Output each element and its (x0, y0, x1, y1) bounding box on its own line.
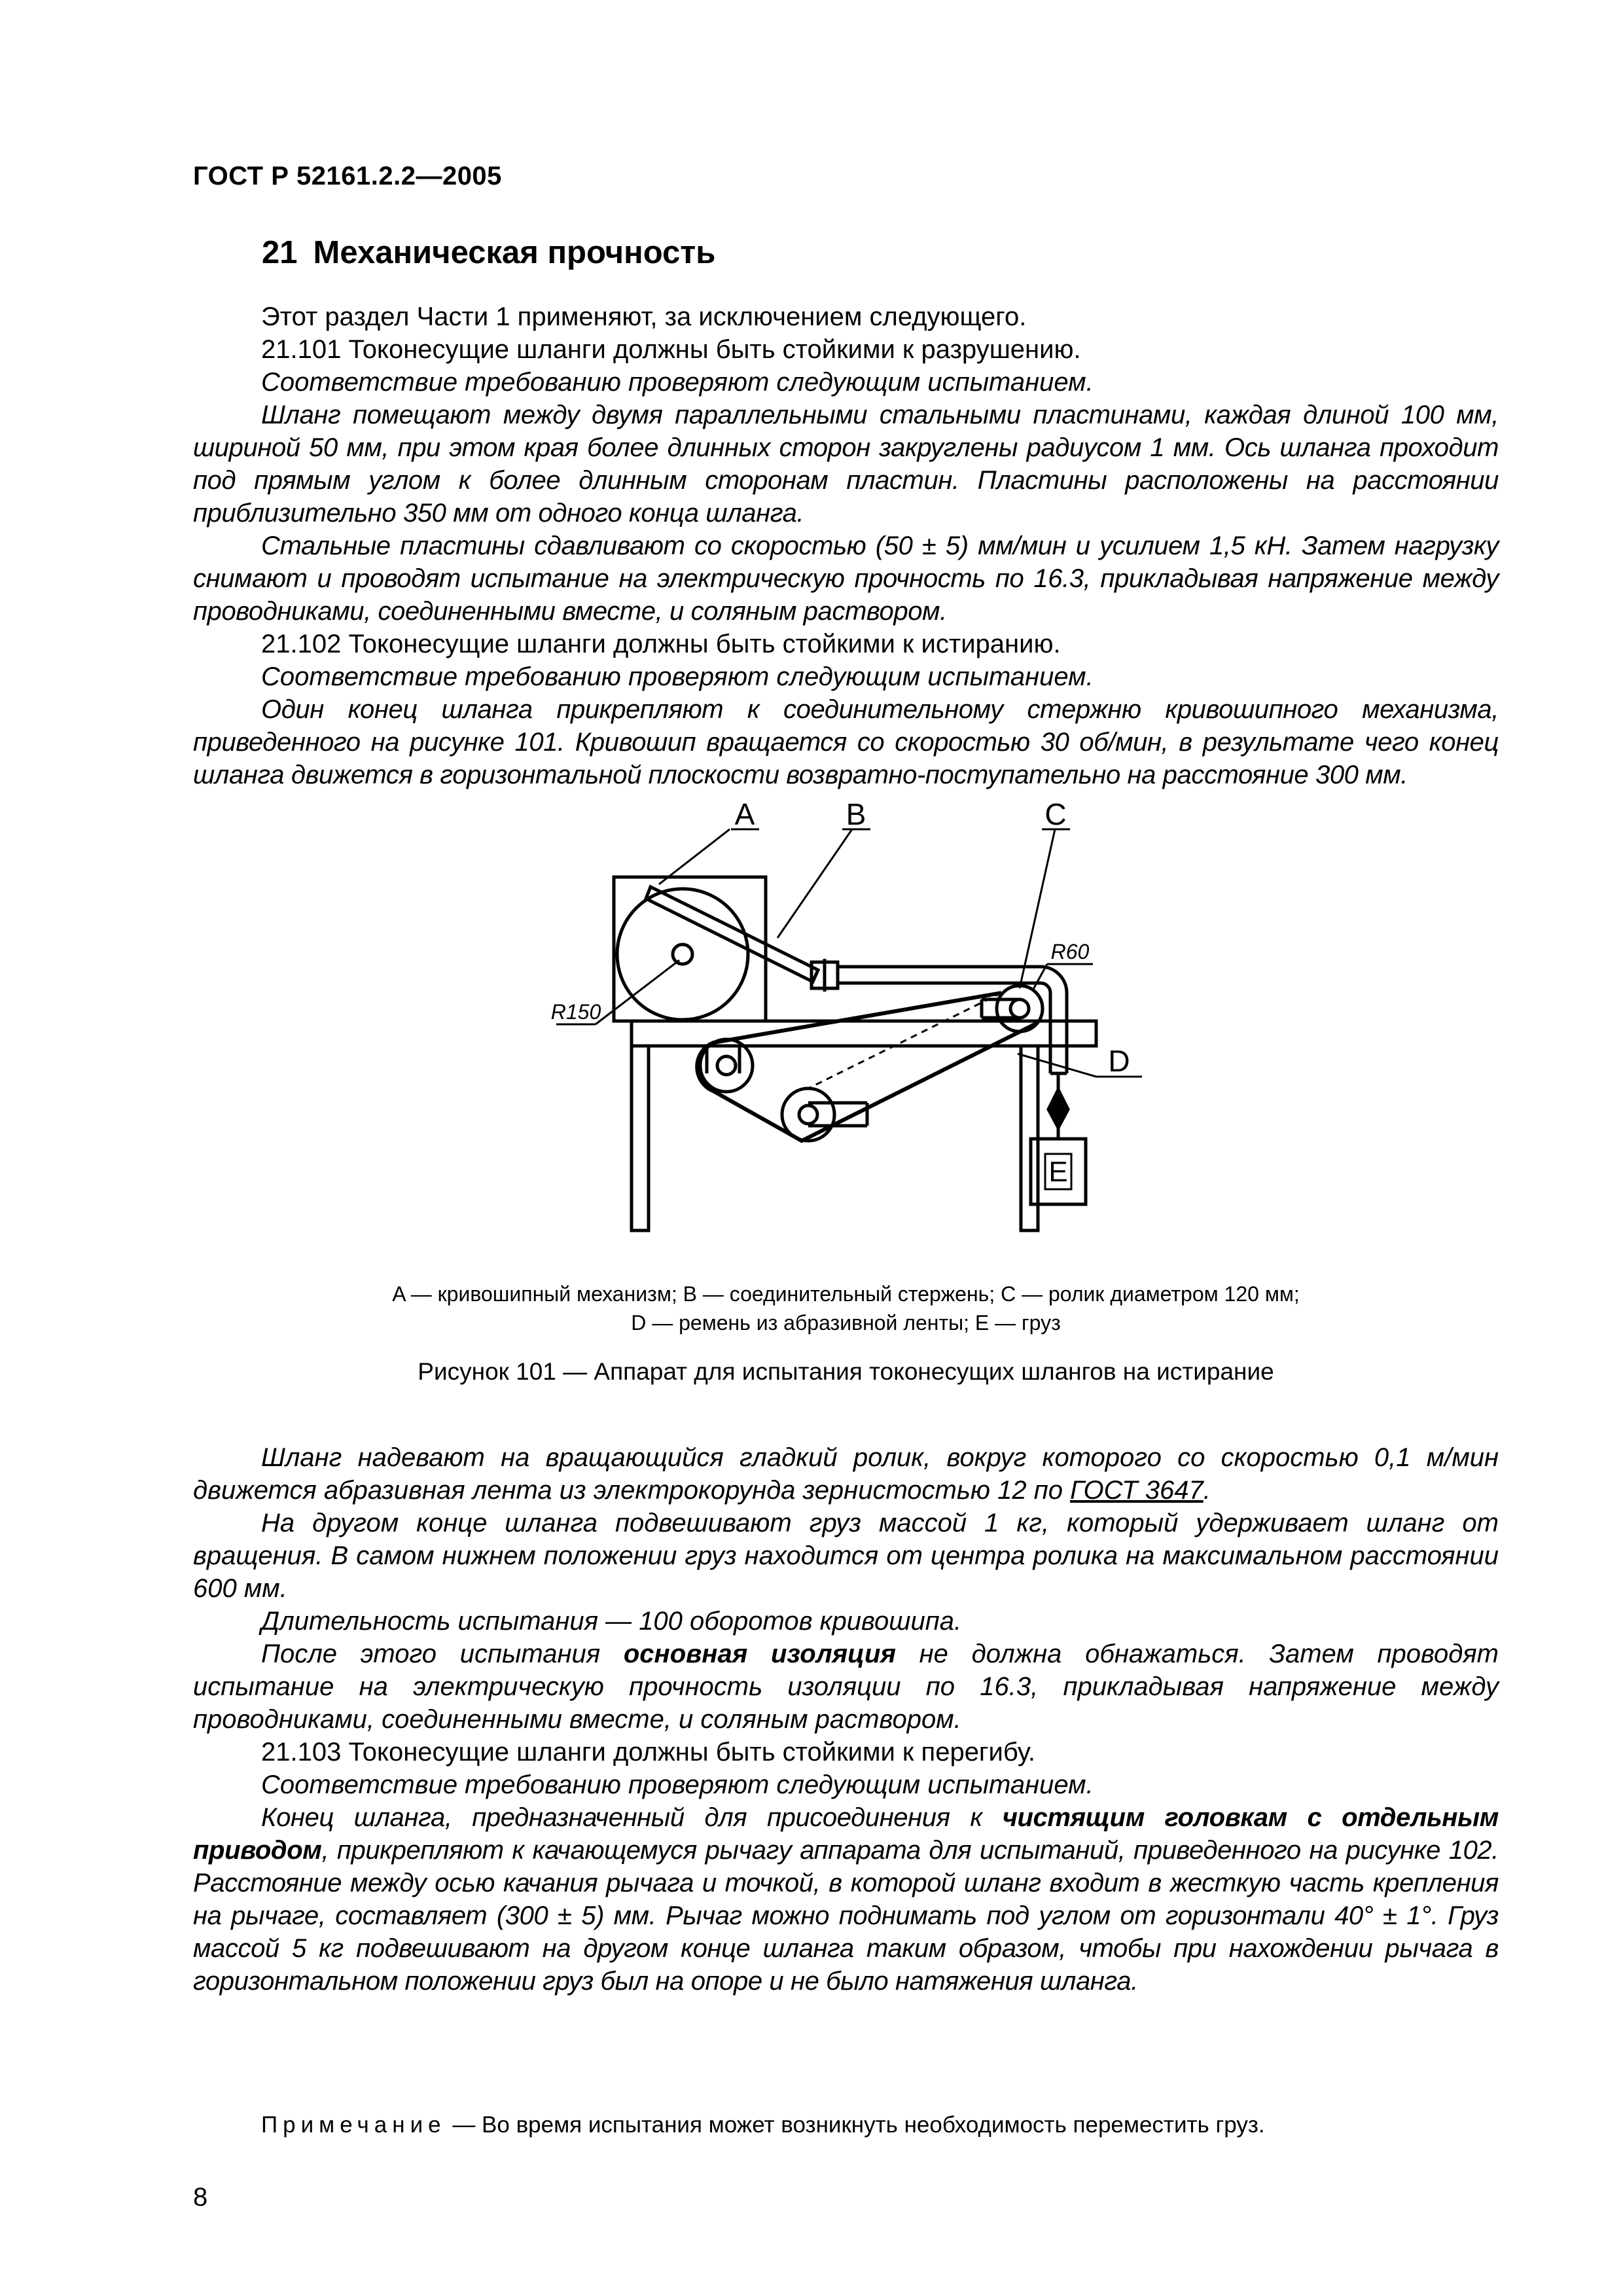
text-span: не должна обнажаться. Затем проводят испытание на электрическую прочность изоляции по 16.3, прикладывая напряжение между проводниками, соединенными вместе, и соляным раствором. (193, 1640, 1499, 1734)
text-span: . (1203, 1476, 1211, 1505)
note-text: — Во время испытания может возникнуть необходимость переместить груз. (446, 2112, 1265, 2138)
paragraph-bending-lever (193, 1801, 1499, 1998)
label-e: E (1048, 1156, 1068, 1188)
gost-3647-link[interactable]: ГОСТ 3647 (1070, 1476, 1204, 1505)
connecting-rod (646, 887, 818, 982)
belt-hidden-run (808, 993, 1001, 1088)
term-cleaning-heads: чистящим головкам с отдельным приводом (193, 1803, 1499, 1865)
paragraph-pressing: Стальные пластины сдавливают со скоростью (50 ± 5) мм/мин и усилием 1,5 кН. Затем нагрузку снимают и проводят испытание на электрическую прочность по 16.3, прикладывая напряжение между проводниками, соединенными вместе, и соляным раствором. (193, 531, 1499, 626)
figure-101-abrasion-apparatus (471, 795, 1191, 1266)
body-text-block-1 (193, 300, 1499, 791)
paragraph-crank: Один конец шланга прикрепляют к соединительному стержню кривошипного механизма, приведенного на рисунке 101. Кривошип вращается со скоростью 30 об/мин, в результате чего конец шланга движется в горизонтальной плоскости возвратно-поступательно на расстояние 300 мм. (193, 695, 1499, 789)
paragraph-plates: Шланг помещают между двумя параллельными стальными пластинами, каждая длиной 100 мм, шириной 50 мм, при этом края более длинных сторон закруглены радиусом 1 мм. Ось шланга проходит под прямым углом к более длинным сторонам пластин. Пластины расположены на расстоянии приблизительно 350 мм от одного конца шланга. (193, 401, 1499, 528)
paragraph-compliance: Соответствие требованию проверяют следующим испытанием. (261, 368, 1094, 397)
section-title-text: Механическая прочность (313, 235, 716, 270)
note-label: Примечание (261, 2112, 446, 2138)
document-code-header: ГОСТ Р 52161.2.2—2005 (193, 162, 502, 190)
roller-c-axle (1010, 999, 1029, 1018)
text-span: Шланг надевают на вращающийся гладкий ролик, вокруг которого со скоростью 0,1 м/мин движется абразивная лента из электрокорунда зернистостью 12 по (193, 1443, 1499, 1505)
label-d: D (1108, 1044, 1130, 1078)
paragraph-abrasive-belt (193, 1441, 1499, 1507)
leader-r150 (596, 960, 679, 1024)
paragraph-insulation (193, 1638, 1499, 1736)
figure-legend-line-2: D — ремень из абразивной ленты; E — груз (631, 1311, 1061, 1335)
page-number: 8 (193, 2183, 208, 2212)
label-b: B (846, 797, 866, 831)
paragraph-duration: Длительность испытания — 100 оборотов кривошипа. (261, 1607, 962, 1636)
label-a: A (734, 797, 755, 831)
table-leg-left (632, 1046, 649, 1230)
crank-axle (673, 944, 692, 964)
section-number: 21 (262, 235, 298, 270)
hose-inner (838, 983, 1050, 1073)
label-r150: R150 (550, 1000, 601, 1024)
clause-21-102: 21.102 Токонесущие шланги должны быть стойкими к истиранию. (261, 630, 1061, 658)
paragraph: Этот раздел Части 1 применяют, за исключением следующего. (261, 302, 1027, 331)
body-text-block-2 (193, 1441, 1499, 1998)
term-basic-insulation: основная изоляция (623, 1640, 896, 1668)
note (261, 2112, 1265, 2138)
paragraph-weight: На другом конце шланга подвешивают груз массой 1 кг, который удерживает шланг от вращения. В самом нижнем положении груз находится от центра ролика на максимальном расстоянии 600 мм. (193, 1509, 1499, 1603)
text-span: После этого испытания (261, 1640, 624, 1668)
leader-b (777, 829, 852, 938)
weight-hook (1048, 1090, 1068, 1128)
label-r60: R60 (1050, 940, 1090, 963)
clause-21-101: 21.101 Токонесущие шланги должны быть стойкими к разрушению. (261, 335, 1081, 364)
text-span: Конец шланга, предназначенный для присоединения к (261, 1803, 1003, 1832)
label-c: C (1044, 797, 1067, 831)
clause-21-103: 21.103 Токонесущие шланги должны быть стойкими к перегибу. (261, 1738, 1036, 1767)
figure-legend-line-1: A — кривошипный механизм; B — соединительный стержень; C — ролик диаметром 120 мм; (392, 1282, 1300, 1306)
paragraph-compliance: Соответствие требованию проверяют следующим испытанием. (261, 1770, 1094, 1799)
text-span: , прикрепляют к качающемуся рычагу аппарата для испытаний, приведенного на рисунке 102. Расстояние между осью качания рычага и точкой, в которой шланг входит в жесткую часть крепления на рычаге, составляет (300 ± 5) мм. Рычаг можно поднимать под углом от горизонтали 40° ± 1°. Груз массой 5 кг подвешивают на другом конце шланга таким образом, чтобы при нахождении рычага в горизонтальном положении груз был на опоре и не было натяжения шланга. (193, 1836, 1499, 1996)
paragraph-compliance: Соответствие требованию проверяют следующим испытанием. (261, 662, 1094, 691)
crank-wheel (617, 889, 748, 1020)
pulley-lower-axle (799, 1105, 817, 1124)
table-top (632, 1021, 1096, 1046)
figure-caption: Рисунок 101 — Аппарат для испытания токонесущих шлангов на истирание (418, 1358, 1274, 1385)
pulley-left-axle (717, 1056, 736, 1075)
section-heading (262, 234, 715, 271)
